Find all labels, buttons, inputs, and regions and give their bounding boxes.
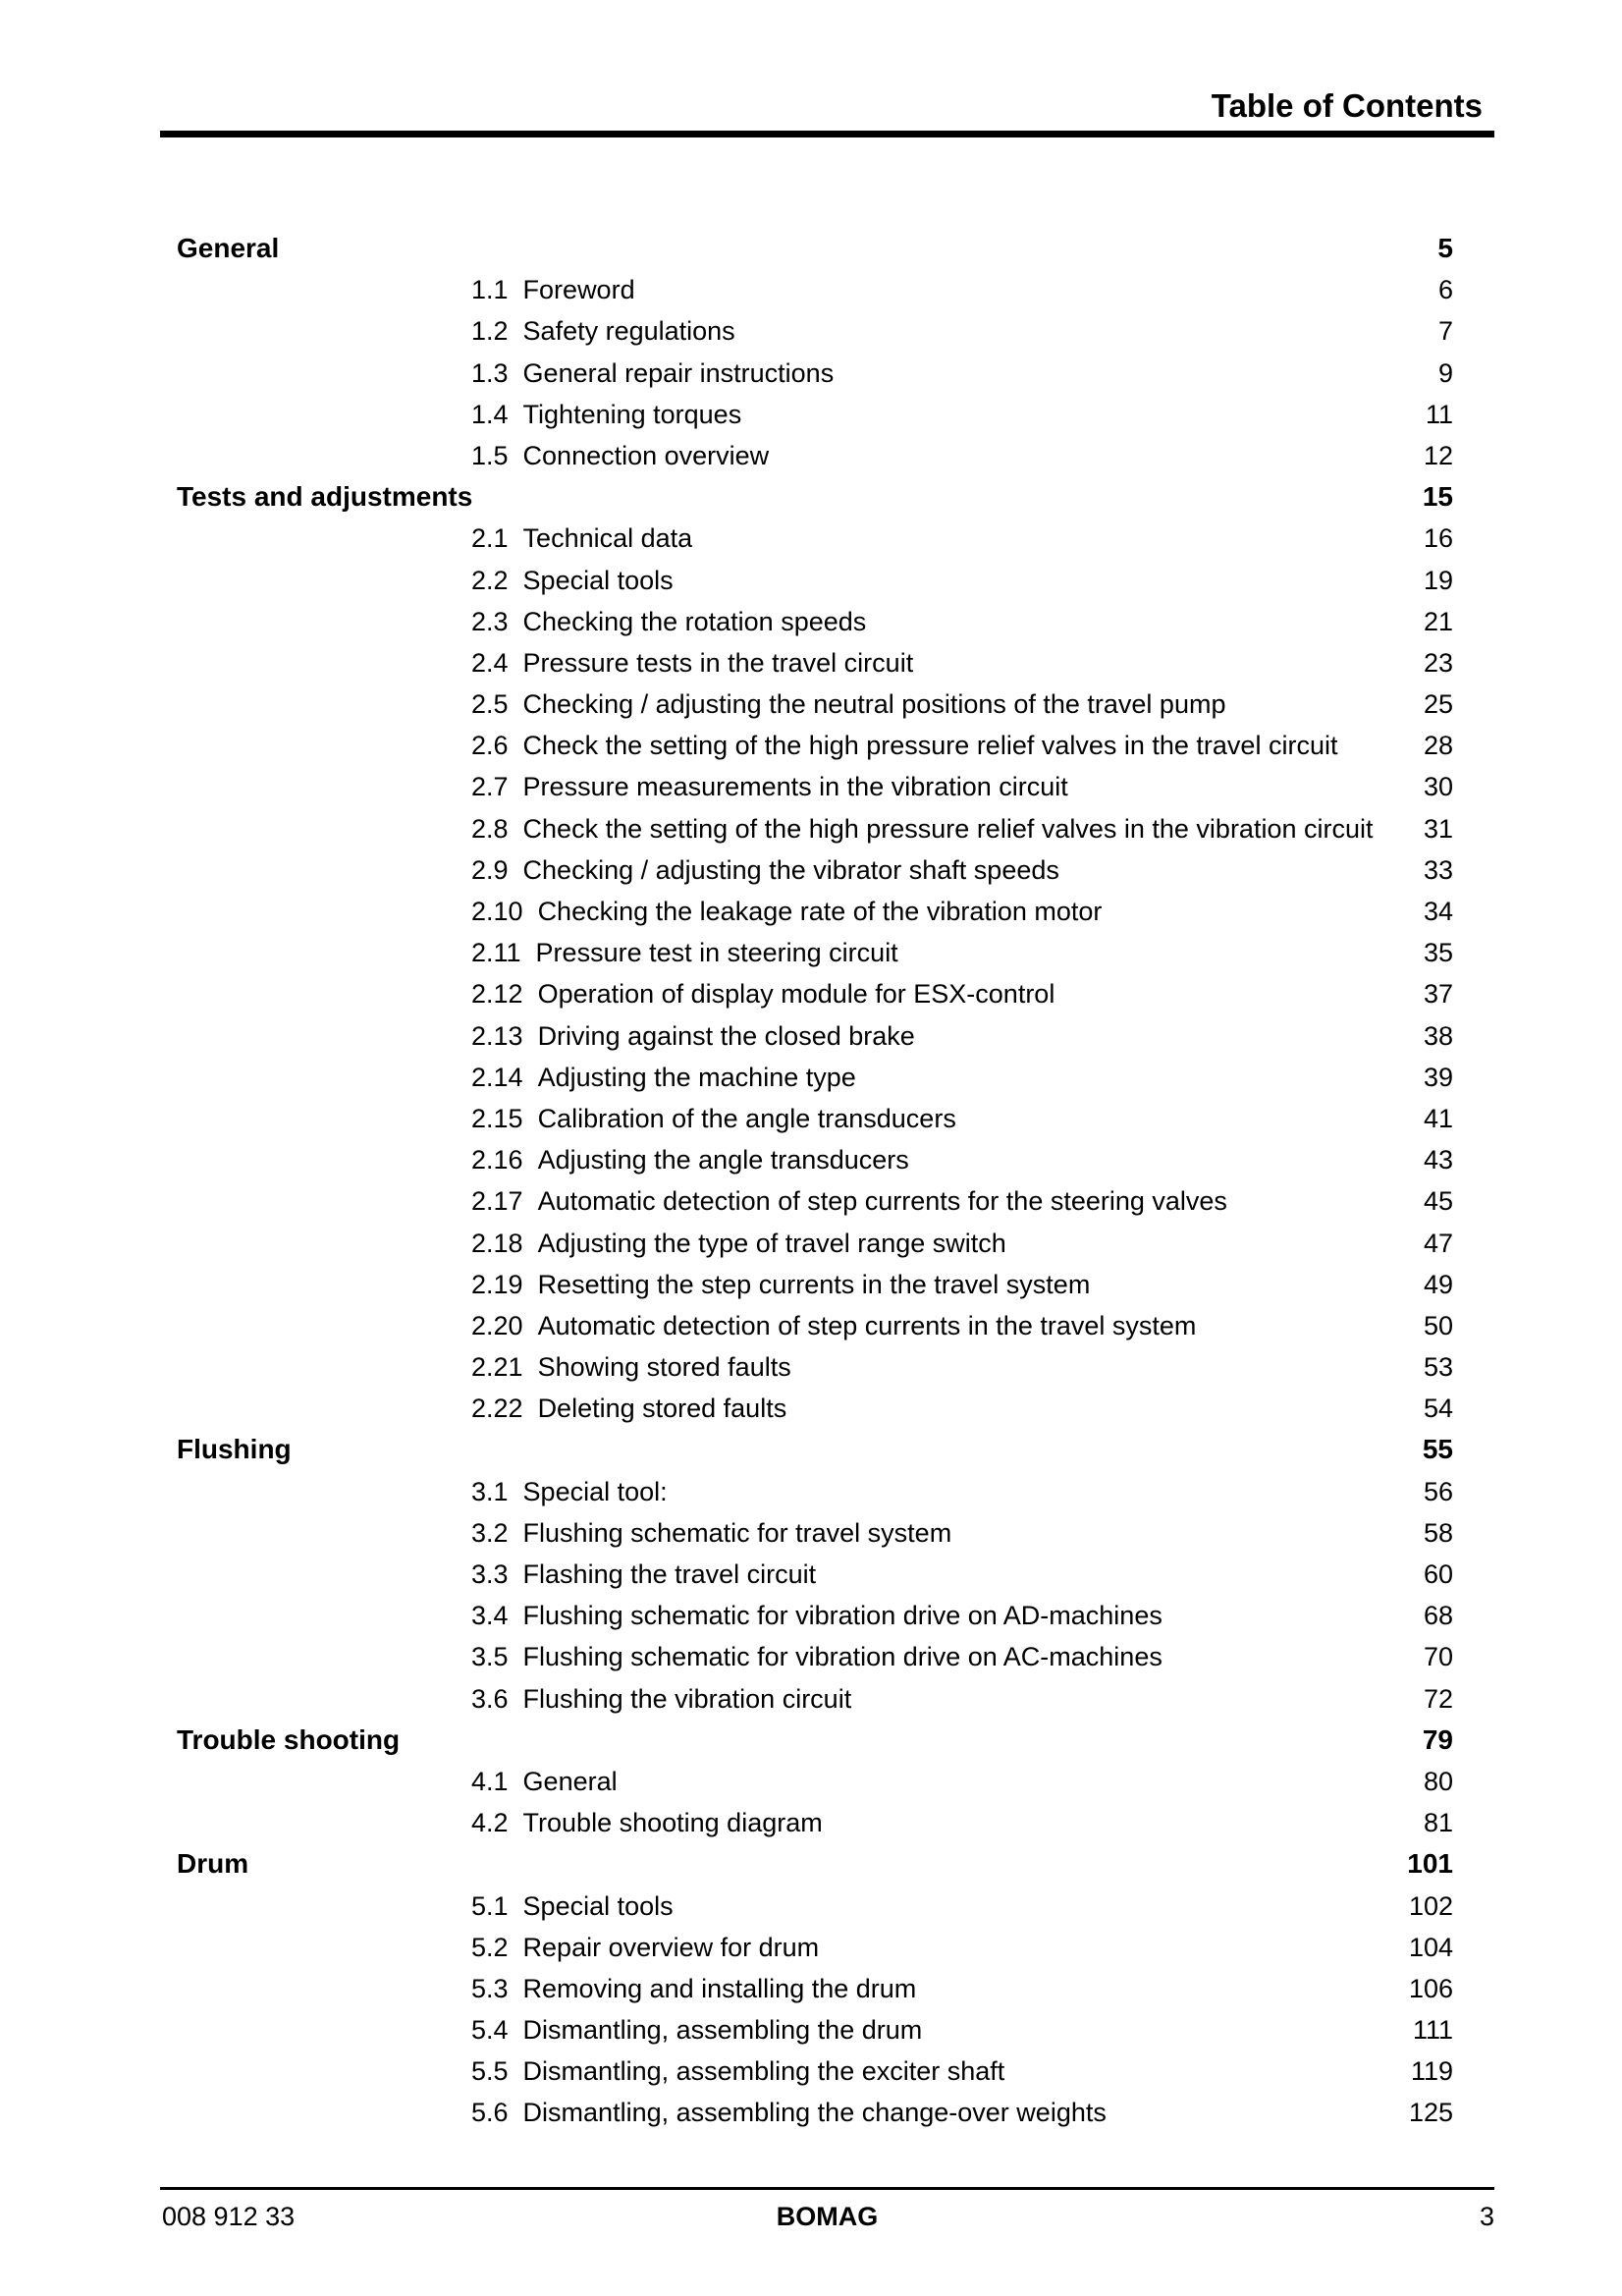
entry-label — [471, 560, 674, 601]
entry-page-number: 45 — [1423, 1186, 1453, 1217]
entry-label — [471, 2092, 1107, 2133]
entry-number: 2.18 — [471, 1228, 523, 1258]
entry-title: Calibration of the angle transducers — [537, 1103, 956, 1133]
toc-entry-5-4 — [160, 2009, 1494, 2050]
entry-title: Pressure tests in the travel circuit — [522, 647, 914, 678]
entry-title: Checking the rotation speeds — [522, 606, 867, 636]
entry-title: Adjusting the type of travel range switch — [537, 1228, 1006, 1258]
entry-title: Automatic detection of step currents for the steering valves — [537, 1186, 1227, 1217]
entry-page-number: 11 — [1425, 399, 1453, 429]
entry-page-number: 33 — [1423, 854, 1453, 885]
toc-entry-2-5 — [160, 683, 1494, 725]
toc-entry-3-2 — [160, 1512, 1494, 1554]
entry-label — [471, 1636, 1162, 1677]
entry-title: Dismantling, assembling the drum — [522, 2015, 923, 2046]
entry-page-number: 23 — [1423, 647, 1453, 678]
entry-label — [471, 766, 1068, 807]
entry-label — [471, 1223, 1006, 1264]
toc-entry-2-3 — [160, 601, 1494, 642]
entry-page-number: 53 — [1423, 1352, 1453, 1383]
toc-entry-2-15 — [160, 1098, 1494, 1139]
entry-number: 4.2 — [471, 1808, 509, 1838]
toc-entry-2-2 — [160, 560, 1494, 601]
entry-number: 2.21 — [471, 1352, 523, 1383]
entry-title: Trouble shooting diagram — [522, 1808, 823, 1838]
entry-number: 3.6 — [471, 1683, 509, 1714]
entry-page-number: 28 — [1423, 731, 1453, 761]
entry-page-number: 16 — [1423, 523, 1453, 554]
entry-title: Adjusting the angle transducers — [537, 1145, 909, 1175]
entry-number: 2.2 — [471, 565, 509, 595]
entry-label — [471, 1471, 668, 1512]
toc-entry-1-2 — [160, 310, 1494, 352]
entry-title: Connection overview — [522, 440, 770, 470]
entry-label — [471, 1886, 674, 1927]
entry-title: Safety regulations — [522, 316, 735, 347]
toc-entry-2-19 — [160, 1264, 1494, 1305]
entry-label — [471, 1015, 915, 1057]
entry-number: 2.20 — [471, 1310, 523, 1340]
entry-page-number: 102 — [1408, 1890, 1453, 1921]
entry-title: Checking the leakage rate of the vibration motor — [537, 897, 1103, 926]
entry-page-number: 31 — [1423, 813, 1453, 844]
entry-page-number: 35 — [1423, 938, 1453, 968]
entry-title: Flushing schematic for vibration drive on AC-machines — [522, 1642, 1162, 1672]
toc-entry-2-8 — [160, 808, 1494, 849]
section-title: General — [177, 233, 280, 263]
entry-title: Flashing the travel circuit — [522, 1559, 817, 1589]
entry-title: Dismantling, assembling the exciter shaft — [522, 2056, 1005, 2087]
entry-label — [471, 310, 735, 352]
entry-number: 1.3 — [471, 357, 509, 388]
toc-entry-2-13 — [160, 1015, 1494, 1057]
entry-label — [471, 1927, 819, 1968]
entry-number: 1.2 — [471, 316, 509, 347]
entry-title: General repair instructions — [522, 357, 835, 388]
footer-doc-number: 008 912 33 — [162, 2202, 296, 2231]
entry-number: 2.3 — [471, 606, 509, 636]
entry-number: 2.13 — [471, 1020, 523, 1051]
toc-entry-5-2 — [160, 1927, 1494, 1968]
toc-section-flushing — [160, 1429, 1494, 1470]
toc-entry-2-21 — [160, 1346, 1494, 1388]
entry-label — [471, 1388, 786, 1429]
entry-page-number: 119 — [1410, 2056, 1453, 2087]
entry-label — [471, 394, 741, 435]
entry-page-number: 80 — [1423, 1766, 1453, 1796]
entry-page-number: 34 — [1423, 897, 1453, 926]
entry-title: Special tools — [522, 1890, 674, 1921]
entry-number: 2.11 — [471, 938, 521, 968]
entry-number: 2.1 — [471, 523, 509, 554]
entry-label — [471, 435, 769, 476]
footer-page-number: 3 — [1479, 2202, 1494, 2231]
entry-page-number: 38 — [1423, 1020, 1453, 1051]
entry-page-number: 41 — [1423, 1103, 1453, 1133]
entry-title: Tightening torques — [522, 399, 742, 429]
toc-entry-2-1 — [160, 518, 1494, 559]
entry-label — [471, 891, 1102, 932]
toc-entry-1-4 — [160, 394, 1494, 435]
page-footer — [160, 2197, 1494, 2236]
entry-label — [471, 269, 635, 310]
entry-label — [471, 808, 1374, 849]
entry-title: Technical data — [522, 523, 693, 554]
entry-page-number: 68 — [1423, 1601, 1453, 1631]
entry-label — [471, 2050, 1004, 2092]
entry-page-number: 58 — [1423, 1517, 1453, 1548]
entry-number: 3.3 — [471, 1559, 509, 1589]
entry-label — [471, 1595, 1162, 1636]
entry-label — [471, 683, 1225, 725]
toc-entry-5-5 — [160, 2050, 1494, 2092]
entry-number: 5.1 — [471, 1890, 509, 1921]
toc-entry-2-16 — [160, 1139, 1494, 1180]
entry-number: 5.5 — [471, 2056, 509, 2087]
entry-page-number: 81 — [1423, 1808, 1453, 1838]
toc-entry-5-6 — [160, 2092, 1494, 2133]
entry-number: 2.6 — [471, 731, 509, 761]
toc-entry-2-14 — [160, 1057, 1494, 1098]
entry-title: Dismantling, assembling the change-over weights — [522, 2098, 1107, 2128]
entry-page-number: 12 — [1423, 440, 1453, 470]
entry-page-number: 21 — [1423, 606, 1453, 636]
entry-page-number: 60 — [1423, 1559, 1453, 1589]
toc-entry-2-12 — [160, 973, 1494, 1014]
toc-section-tests-and-adjustments — [160, 476, 1494, 518]
section-page-number: 5 — [1437, 233, 1453, 263]
toc-entry-2-7 — [160, 766, 1494, 807]
toc-entry-5-1 — [160, 1886, 1494, 1927]
entry-number: 3.2 — [471, 1517, 509, 1548]
toc-entry-3-5 — [160, 1636, 1494, 1677]
section-page-number: 55 — [1422, 1434, 1453, 1465]
entry-title: Adjusting the machine type — [537, 1062, 856, 1092]
entry-number: 2.15 — [471, 1103, 523, 1133]
entry-page-number: 111 — [1412, 2015, 1453, 2046]
entry-label — [471, 1512, 951, 1554]
entry-label — [471, 1305, 1196, 1346]
entry-page-number: 70 — [1423, 1642, 1453, 1672]
entry-page-number: 30 — [1423, 772, 1453, 802]
entry-title: Automatic detection of step currents in the travel system — [537, 1310, 1197, 1340]
entry-number: 1.4 — [471, 399, 509, 429]
entry-title: Special tools — [522, 565, 674, 595]
toc-entry-2-17 — [160, 1180, 1494, 1222]
entry-page-number: 7 — [1437, 316, 1453, 347]
toc-section-trouble-shooting — [160, 1720, 1494, 1761]
entry-title: Check the setting of the high pressure relief valves in the travel circuit — [522, 731, 1338, 761]
entry-label — [471, 1057, 856, 1098]
toc-entry-2-9 — [160, 849, 1494, 891]
entry-title: Flushing schematic for travel system — [522, 1517, 952, 1548]
entry-number: 2.7 — [471, 772, 509, 802]
entry-page-number: 54 — [1423, 1394, 1453, 1424]
entry-number: 5.3 — [471, 1973, 509, 2003]
entry-label — [471, 1554, 816, 1595]
section-title: Drum — [177, 1848, 249, 1880]
entry-title: Foreword — [522, 275, 635, 305]
entry-number: 2.22 — [471, 1394, 523, 1424]
entry-label — [471, 1346, 791, 1388]
entry-number: 3.1 — [471, 1476, 509, 1506]
entry-label — [471, 1761, 618, 1802]
toc-entry-3-1 — [160, 1471, 1494, 1512]
toc-entry-2-11 — [160, 932, 1494, 973]
toc-entry-2-4 — [160, 642, 1494, 683]
header-rule — [160, 131, 1494, 137]
entry-number: 2.14 — [471, 1062, 523, 1092]
entry-label — [471, 973, 1054, 1014]
entry-page-number: 49 — [1423, 1269, 1453, 1299]
entry-label — [471, 601, 866, 642]
entry-title: Checking / adjusting the neutral positions of the travel pump — [522, 689, 1226, 720]
section-title: Tests and adjustments — [177, 481, 473, 513]
entry-number: 2.19 — [471, 1269, 523, 1299]
entry-title: Showing stored faults — [537, 1352, 791, 1383]
toc-entry-3-6 — [160, 1678, 1494, 1720]
entry-title: Resetting the step currents in the travel system — [537, 1269, 1091, 1299]
entry-title: Flushing the vibration circuit — [522, 1683, 852, 1714]
entry-number: 2.12 — [471, 979, 523, 1010]
entry-number: 5.6 — [471, 2098, 509, 2128]
toc-entry-2-18 — [160, 1223, 1494, 1264]
entry-title: Repair overview for drum — [522, 1932, 820, 1962]
entry-label — [471, 642, 913, 683]
toc-entry-2-22 — [160, 1388, 1494, 1429]
toc-entry-4-1 — [160, 1761, 1494, 1802]
entry-label — [471, 1098, 956, 1139]
entry-title: Special tool: — [522, 1476, 668, 1506]
entry-number: 4.1 — [471, 1766, 509, 1796]
entry-page-number: 56 — [1423, 1476, 1453, 1506]
entry-number: 2.17 — [471, 1186, 523, 1217]
entry-number: 3.4 — [471, 1601, 509, 1631]
toc-entry-2-20 — [160, 1305, 1494, 1346]
toc-entry-3-4 — [160, 1595, 1494, 1636]
footer-rule — [160, 2187, 1494, 2190]
page-title: Table of Contents — [1211, 87, 1483, 124]
entry-title: Driving against the closed brake — [537, 1020, 915, 1051]
entry-number: 1.5 — [471, 440, 509, 470]
toc-entry-3-3 — [160, 1554, 1494, 1595]
entry-label — [471, 849, 1059, 891]
entry-title: Flushing schematic for vibration drive on AD-machines — [522, 1601, 1162, 1631]
entry-title: Operation of display module for ESX-control — [537, 979, 1055, 1010]
entry-title: Pressure measurements in the vibration circuit — [522, 772, 1068, 802]
entry-label — [471, 2009, 922, 2050]
entry-page-number: 104 — [1408, 1932, 1453, 1962]
entry-label — [471, 725, 1337, 766]
section-title: Flushing — [177, 1434, 292, 1465]
entry-page-number: 19 — [1423, 565, 1453, 595]
entry-number: 5.2 — [471, 1932, 509, 1962]
entry-page-number: 9 — [1437, 357, 1453, 388]
toc-section-drum — [160, 1843, 1494, 1885]
entry-title: Deleting stored faults — [537, 1394, 787, 1424]
toc-entry-5-3 — [160, 1968, 1494, 2009]
entry-title: Check the setting of the high pressure relief valves in the vibration circuit — [522, 813, 1374, 844]
entry-page-number: 125 — [1408, 2098, 1453, 2128]
entry-label — [471, 353, 834, 394]
entry-number: 3.5 — [471, 1642, 509, 1672]
section-page-number: 15 — [1422, 481, 1453, 513]
entry-title: Checking / adjusting the vibrator shaft speeds — [522, 854, 1059, 885]
entry-page-number: 72 — [1423, 1683, 1453, 1714]
toc-entry-1-1 — [160, 269, 1494, 310]
entry-title: Removing and installing the drum — [522, 1973, 917, 2003]
entry-page-number: 43 — [1423, 1145, 1453, 1175]
toc-entry-4-2 — [160, 1802, 1494, 1843]
entry-number: 1.1 — [471, 275, 509, 305]
entry-label — [471, 1264, 1090, 1305]
footer-brand: BOMAG — [776, 2202, 879, 2231]
toc-section-general — [160, 228, 1494, 269]
entry-number: 5.4 — [471, 2015, 509, 2046]
toc-list — [160, 228, 1494, 2134]
entry-label — [471, 518, 692, 559]
entry-page-number: 37 — [1423, 979, 1453, 1010]
entry-page-number: 106 — [1408, 1973, 1453, 2003]
entry-page-number: 6 — [1437, 275, 1453, 305]
section-page-number: 101 — [1407, 1848, 1453, 1880]
toc-entry-2-10 — [160, 891, 1494, 932]
entry-label — [471, 1802, 823, 1843]
section-page-number: 79 — [1422, 1723, 1453, 1755]
entry-label — [471, 1968, 916, 2009]
entry-label — [471, 1139, 909, 1180]
entry-title: General — [522, 1766, 618, 1796]
entry-number: 2.9 — [471, 854, 509, 885]
entry-title: Pressure test in steering circuit — [535, 938, 898, 968]
entry-label — [471, 932, 898, 973]
entry-number: 2.16 — [471, 1145, 523, 1175]
entry-page-number: 25 — [1423, 689, 1453, 720]
toc-entry-1-5 — [160, 435, 1494, 476]
entry-number: 2.8 — [471, 813, 509, 844]
section-title: Trouble shooting — [177, 1723, 401, 1755]
entry-number: 2.5 — [471, 689, 509, 720]
entry-page-number: 50 — [1423, 1310, 1453, 1340]
entry-label — [471, 1678, 851, 1720]
toc-entry-1-3 — [160, 353, 1494, 394]
entry-page-number: 39 — [1423, 1062, 1453, 1092]
entry-number: 2.4 — [471, 647, 509, 678]
entry-number: 2.10 — [471, 897, 523, 926]
toc-entry-2-6 — [160, 725, 1494, 766]
entry-page-number: 47 — [1423, 1228, 1453, 1258]
entry-label — [471, 1180, 1227, 1222]
